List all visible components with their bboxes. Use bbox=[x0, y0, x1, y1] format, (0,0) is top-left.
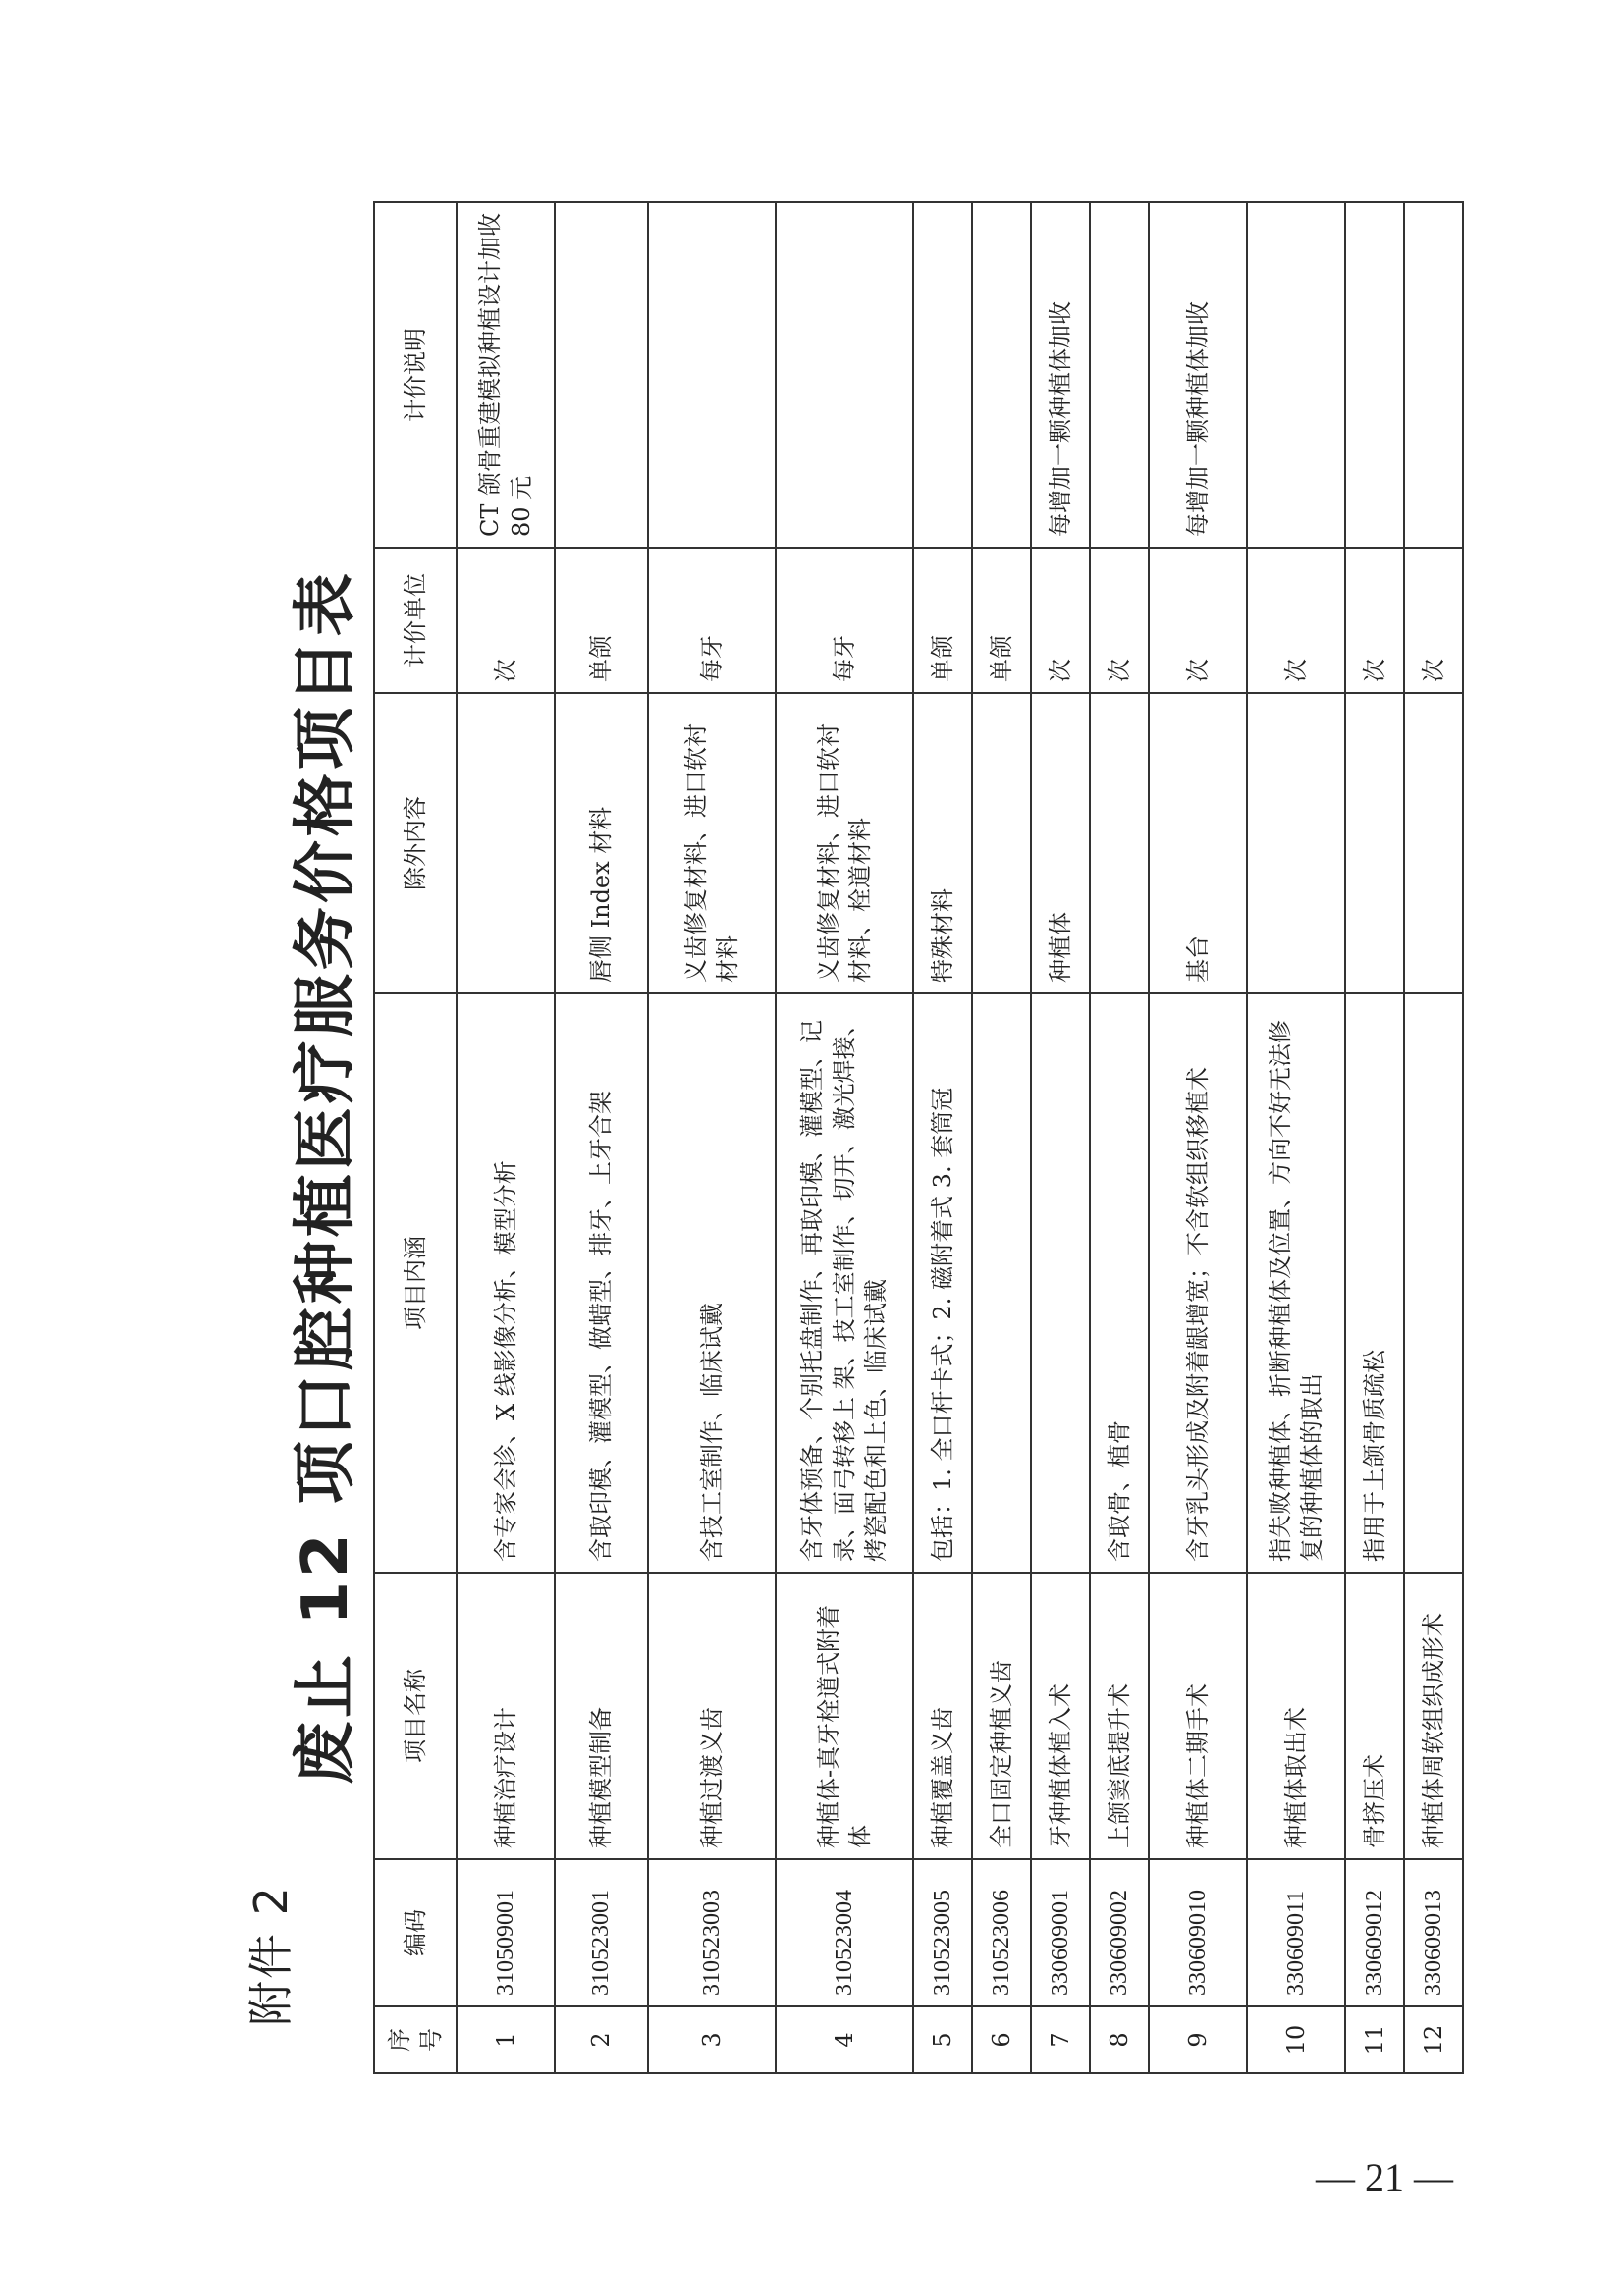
cell-name: 种植体-真牙栓道式附着体 bbox=[776, 1573, 913, 1859]
cell-note bbox=[1345, 202, 1404, 548]
cell-unit: 次 bbox=[1031, 548, 1090, 693]
table-row bbox=[913, 202, 972, 2073]
cell-name: 牙种植体植入术 bbox=[1031, 1573, 1090, 1859]
cell-exclude: 义齿修复材料、进口软衬材料 bbox=[648, 693, 776, 993]
cell-name: 种植体周软组织成形术 bbox=[1404, 1573, 1463, 1859]
cell-name: 种植体二期手术 bbox=[1149, 1573, 1247, 1859]
cell-unit: 单颌 bbox=[555, 548, 648, 693]
cell-unit: 次 bbox=[1345, 548, 1404, 693]
cell-unit: 次 bbox=[1404, 548, 1463, 693]
cell-unit: 每牙 bbox=[776, 548, 913, 693]
cell-content: 含牙乳头形成及附着龈增宽；不含软组织移植术 bbox=[1149, 993, 1247, 1573]
cell-name: 种植过渡义齿 bbox=[648, 1573, 776, 1859]
cell-note bbox=[776, 202, 913, 548]
cell-name: 全口固定种植义齿 bbox=[972, 1573, 1031, 1859]
cell-note bbox=[648, 202, 776, 548]
cell-unit: 次 bbox=[1149, 548, 1247, 693]
cell-unit: 次 bbox=[1090, 548, 1149, 693]
cell-content: 含技工室制作、临床试戴 bbox=[648, 993, 776, 1573]
price-items-table bbox=[373, 201, 1464, 2074]
cell-code: 330609012 bbox=[1345, 1859, 1404, 2006]
cell-seq: 11 bbox=[1345, 2006, 1404, 2073]
cell-code: 310523001 bbox=[555, 1859, 648, 2006]
cell-content bbox=[1031, 993, 1090, 1573]
cell-unit: 次 bbox=[457, 548, 555, 693]
cell-exclude bbox=[1345, 693, 1404, 993]
cell-unit: 次 bbox=[1247, 548, 1345, 693]
cell-note bbox=[555, 202, 648, 548]
table-row bbox=[457, 202, 555, 2073]
cell-seq: 10 bbox=[1247, 2006, 1345, 2073]
table-row bbox=[972, 202, 1031, 2073]
table-row bbox=[1031, 202, 1090, 2073]
cell-unit: 单颌 bbox=[972, 548, 1031, 693]
cell-content bbox=[1404, 993, 1463, 1573]
cell-code: 330609001 bbox=[1031, 1859, 1090, 2006]
table-row bbox=[648, 202, 776, 2073]
cell-code: 330609011 bbox=[1247, 1859, 1345, 2006]
cell-content: 含取印模、灌模型、做蜡型、排牙、上牙合架 bbox=[555, 993, 648, 1573]
cell-name: 种植模型制备 bbox=[555, 1573, 648, 1859]
cell-code: 310523004 bbox=[776, 1859, 913, 2006]
cell-code: 330609010 bbox=[1149, 1859, 1247, 2006]
table-row bbox=[1247, 202, 1345, 2073]
cell-exclude: 义齿修复材料、进口软衬材料、栓道材料 bbox=[776, 693, 913, 993]
header-note: 计价说明 bbox=[374, 202, 457, 548]
cell-code: 330609002 bbox=[1090, 1859, 1149, 2006]
cell-seq: 8 bbox=[1090, 2006, 1149, 2073]
cell-code: 310523006 bbox=[972, 1859, 1031, 2006]
cell-content: 包括：1. 全口杆卡式；2. 磁附着式 3. 套筒冠 bbox=[913, 993, 972, 1573]
cell-code: 310523003 bbox=[648, 1859, 776, 2006]
cell-note bbox=[1404, 202, 1463, 548]
cell-name: 种植体取出术 bbox=[1247, 1573, 1345, 1859]
table-row bbox=[1090, 202, 1149, 2073]
header-name: 项目名称 bbox=[374, 1573, 457, 1859]
header-seq: 序号 bbox=[374, 2006, 457, 2073]
cell-note bbox=[972, 202, 1031, 548]
header-code: 编码 bbox=[374, 1859, 457, 2006]
cell-name: 上颌窦底提升术 bbox=[1090, 1573, 1149, 1859]
cell-exclude bbox=[1247, 693, 1345, 993]
table-row bbox=[1404, 202, 1463, 2073]
cell-exclude: 基台 bbox=[1149, 693, 1247, 993]
cell-seq: 9 bbox=[1149, 2006, 1247, 2073]
cell-note bbox=[1090, 202, 1149, 548]
cell-content bbox=[972, 993, 1031, 1573]
cell-content: 指失败种植体、折断种植体及位置、方向不好无法修复的种植体的取出 bbox=[1247, 993, 1345, 1573]
table-header-row bbox=[374, 202, 457, 2073]
cell-seq: 2 bbox=[555, 2006, 648, 2073]
cell-exclude bbox=[1404, 693, 1463, 993]
cell-code: 330609013 bbox=[1404, 1859, 1463, 2006]
header-exclude: 除外内容 bbox=[374, 693, 457, 993]
cell-unit: 每牙 bbox=[648, 548, 776, 693]
cell-note: 每增加一颗种植体加收 bbox=[1031, 202, 1090, 548]
cell-note: CT 颌骨重建模拟种植设计加收 80 元 bbox=[457, 202, 555, 548]
cell-exclude: 种植体 bbox=[1031, 693, 1090, 993]
cell-note bbox=[913, 202, 972, 548]
cell-exclude bbox=[1090, 693, 1149, 993]
table-row bbox=[555, 202, 648, 2073]
page-title: 废止 12 项口腔种植医疗服务价格项目表 bbox=[290, 569, 362, 1785]
cell-exclude bbox=[457, 693, 555, 993]
cell-content: 含取骨、植骨 bbox=[1090, 993, 1149, 1573]
cell-seq: 1 bbox=[457, 2006, 555, 2073]
cell-content: 指用于上颌骨质疏松 bbox=[1345, 993, 1404, 1573]
page-number: — 21 — bbox=[1316, 2156, 1453, 2200]
cell-seq: 12 bbox=[1404, 2006, 1463, 2073]
cell-code: 310523005 bbox=[913, 1859, 972, 2006]
cell-seq: 3 bbox=[648, 2006, 776, 2073]
cell-exclude: 特殊材料 bbox=[913, 693, 972, 993]
cell-unit: 单颌 bbox=[913, 548, 972, 693]
header-unit: 计价单位 bbox=[374, 548, 457, 693]
cell-seq: 6 bbox=[972, 2006, 1031, 2073]
cell-name: 种植治疗设计 bbox=[457, 1573, 555, 1859]
cell-name: 种植覆盖义齿 bbox=[913, 1573, 972, 1859]
cell-note: 每增加一颗种植体加收 bbox=[1149, 202, 1247, 548]
cell-content: 含牙体预备、个别托盘制作、再取印模、灌模型、记录、面弓转移上 架、技工室制作、切开、激光焊接、烤瓷配色和上色、临床试戴 bbox=[776, 993, 913, 1573]
cell-content: 含专家会诊、X 线影像分析、模型分析 bbox=[457, 993, 555, 1573]
header-content: 项目内涵 bbox=[374, 993, 457, 1573]
cell-seq: 4 bbox=[776, 2006, 913, 2073]
cell-seq: 7 bbox=[1031, 2006, 1090, 2073]
table-row bbox=[1149, 202, 1247, 2073]
cell-code: 310509001 bbox=[457, 1859, 555, 2006]
cell-seq: 5 bbox=[913, 2006, 972, 2073]
cell-exclude: 唇侧 Index 材料 bbox=[555, 693, 648, 993]
cell-name: 骨挤压术 bbox=[1345, 1573, 1404, 1859]
cell-note bbox=[1247, 202, 1345, 548]
table-row bbox=[776, 202, 913, 2073]
table-row bbox=[1345, 202, 1404, 2073]
cell-exclude bbox=[972, 693, 1031, 993]
attachment-label: 附件 2 bbox=[244, 1885, 298, 2026]
